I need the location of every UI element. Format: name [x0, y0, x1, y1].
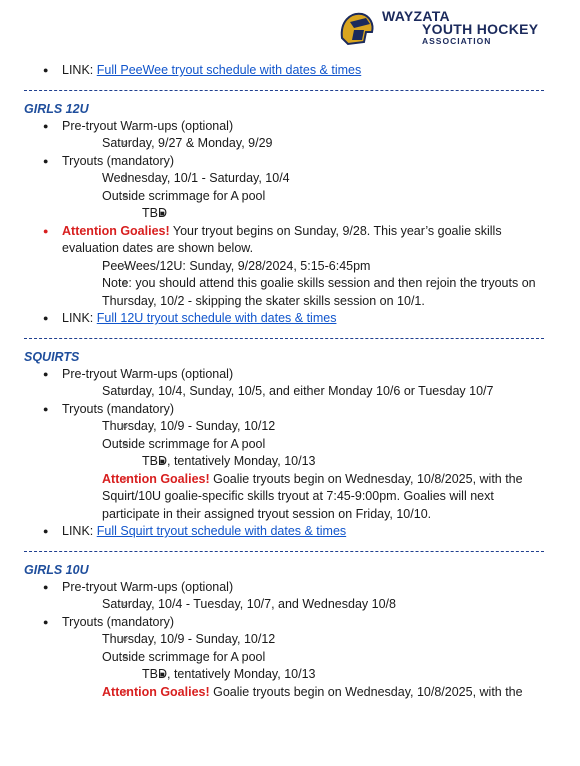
list-item: ■ TBD, tentatively Monday, 10/13 [142, 666, 544, 684]
list-item: ○ Saturday, 10/4, Sunday, 10/5, and either Monday 10/6 or Tuesday 10/7 [102, 383, 544, 401]
scrimmage-label: Outside scrimmage for A pool [102, 188, 266, 203]
link-prefix: LINK: [62, 63, 97, 77]
scrimmage-label: Outside scrimmage for A pool [102, 436, 266, 451]
list-item [24, 153, 544, 223]
list-item: ○ Saturday, 9/27 & Monday, 9/29 [102, 135, 544, 153]
list-item: ○ PeeWees/12U: Sunday, 9/28/2024, 5:15-6:45pm [102, 258, 544, 276]
section-divider [24, 338, 544, 339]
list-item: ■ TBD [142, 205, 544, 223]
attention-goalies-label: Attention Goalies! [102, 684, 210, 699]
warmups-label: Pre-tryout Warm-ups (optional) [62, 579, 234, 594]
tryouts-label: Tryouts (mandatory) [62, 401, 175, 416]
goalies-text: Goalie tryouts begin on Wednesday, 10/8/2025, with the Squirt/10U goalie-specific skills tryout at 7:45-9:00pm. Goalies will next participate in their assigned tryout session on Friday, 10/10. [102, 471, 523, 521]
12u-schedule-link[interactable]: Full 12U tryout schedule with dates & times [96, 311, 337, 325]
logo-line-3: ASSOCIATION [422, 36, 492, 46]
section-title-girls-10u: GIRLS 10U [24, 562, 89, 577]
warmups-label: Pre-tryout Warm-ups (optional) [62, 118, 234, 133]
list-item: ■ TBD, tentatively Monday, 10/13 [142, 453, 544, 471]
list-item: ○ Thursday, 10/9 - Sunday, 10/12 [102, 418, 544, 436]
tryouts-label: Tryouts (mandatory) [62, 614, 175, 629]
trojan-helmet-icon [336, 8, 376, 48]
section-title-girls-12u: GIRLS 12U [24, 101, 89, 116]
wyha-logo [336, 8, 538, 48]
section-divider [24, 90, 544, 91]
list-item [24, 310, 544, 328]
warmups-label: Pre-tryout Warm-ups (optional) [62, 366, 234, 381]
list-item: ○ Saturday, 10/4 - Tuesday, 10/7, and Wednesday 10/8 [102, 596, 544, 614]
list-item [102, 649, 544, 684]
list-item: ○ Note: you should attend this goalie skills session and then rejoin the tryouts on Thursday, 10/2 - skipping the skater skills session on 10/1. [102, 275, 544, 310]
attention-goalies-label: Attention Goalies! [102, 471, 210, 486]
goalies-text: Goalie tryouts begin on Wednesday, 10/8/2025, with the [209, 684, 523, 699]
list-item [24, 118, 544, 153]
document-body [24, 62, 544, 701]
list-item: ○ Thursday, 10/9 - Sunday, 10/12 [102, 631, 544, 649]
list-item [102, 436, 544, 471]
section-title-squirts: SQUIRTS [24, 349, 80, 364]
list-item [102, 188, 544, 223]
link-prefix: LINK: [62, 311, 97, 325]
peewee-schedule-link[interactable]: Full PeeWee tryout schedule with dates & times [96, 63, 362, 77]
list-item [102, 684, 544, 702]
goalies-text: Your tryout begins on Sunday, 9/28. This year’s goalie skills evaluation dates are shown below. [62, 223, 502, 255]
list-item [24, 62, 544, 80]
logo-line-2: YOUTH HOCKEY [422, 21, 539, 37]
scrimmage-label: Outside scrimmage for A pool [102, 649, 266, 664]
logo-line-1: WAYZATA [382, 8, 450, 24]
list-item [24, 366, 544, 401]
link-prefix: LINK: [62, 524, 97, 538]
list-item [24, 401, 544, 524]
list-item [102, 471, 544, 524]
list-item [24, 223, 544, 311]
list-item [24, 523, 544, 541]
squirt-schedule-link[interactable]: Full Squirt tryout schedule with dates & times [96, 524, 347, 538]
list-item [24, 579, 544, 614]
list-item: ○ Wednesday, 10/1 - Saturday, 10/4 [102, 170, 544, 188]
list-item [24, 614, 544, 702]
attention-goalies-label: Attention Goalies! [62, 223, 170, 238]
section-divider [24, 551, 544, 552]
tryouts-label: Tryouts (mandatory) [62, 153, 175, 168]
